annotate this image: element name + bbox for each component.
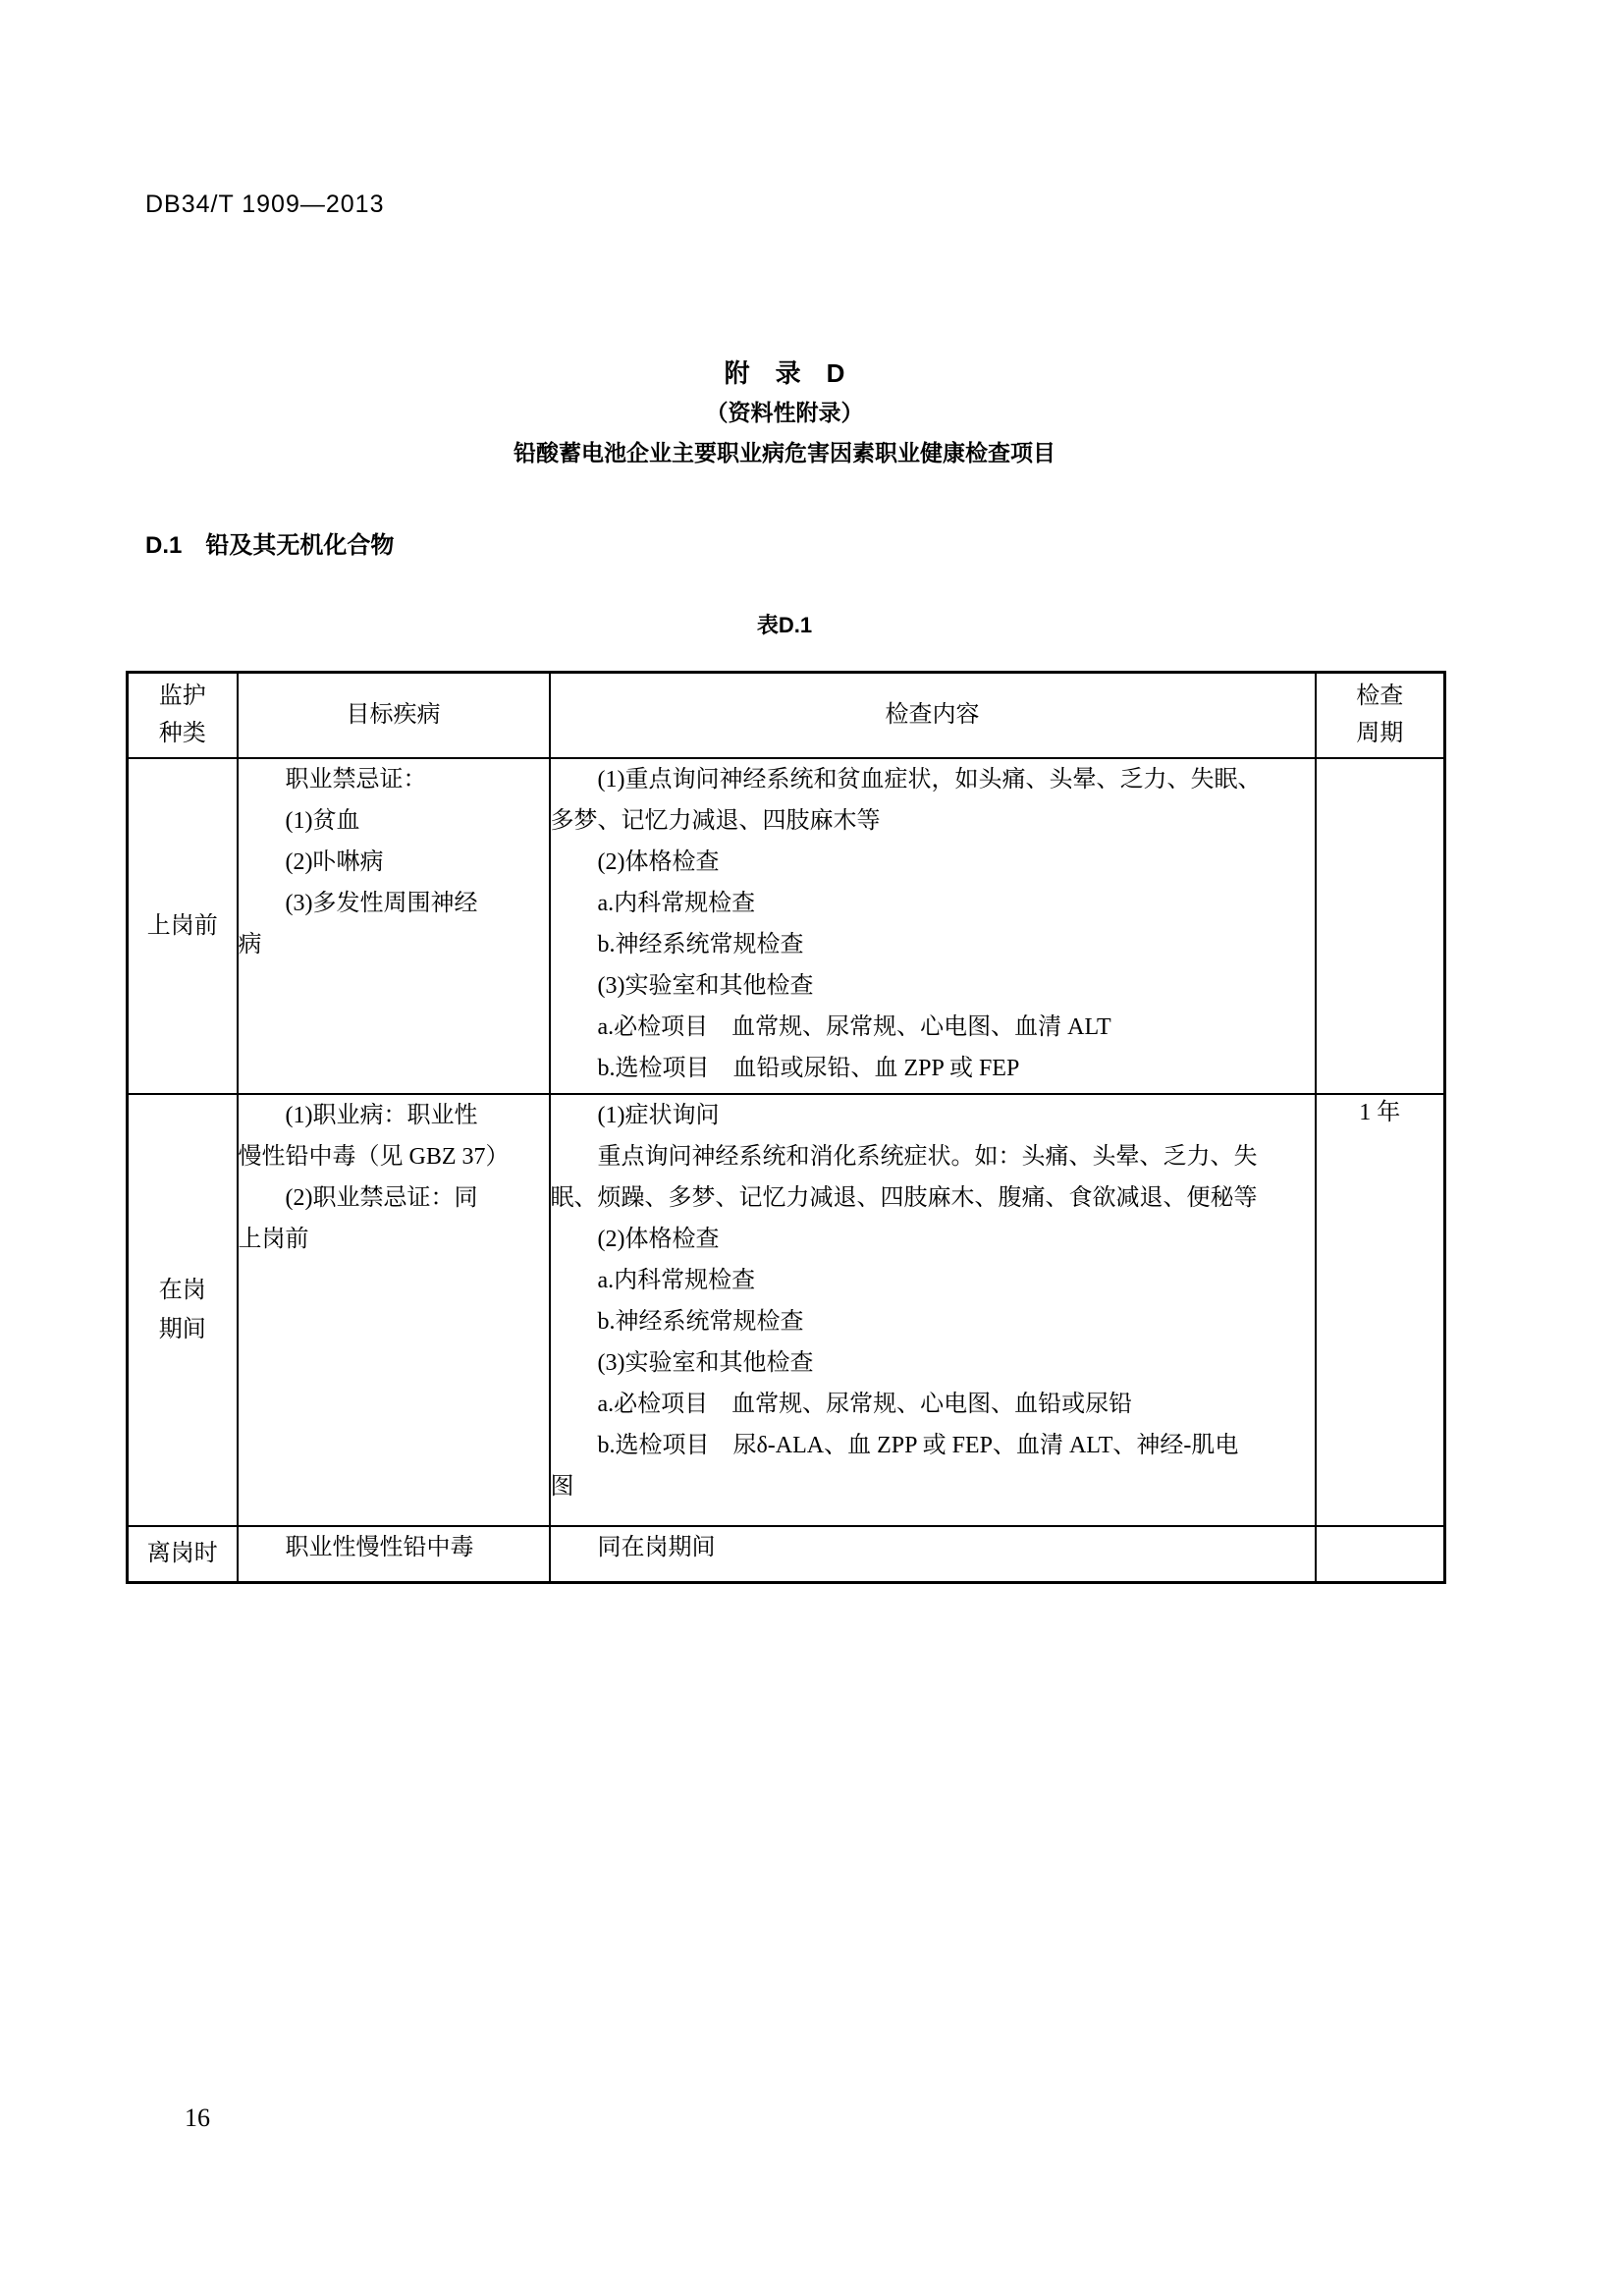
table-caption: 表D.1 [756, 613, 813, 637]
exam-table [126, 671, 1446, 1584]
cell-target-disease: (1)职业病：职业性 慢性铅中毒（见 GBZ 37） (2)职业禁忌证：同 上岗前 [238, 1094, 550, 1526]
col-header-exam-content: 检查内容 [550, 673, 1316, 758]
section-heading: D.1 铅及其无机化合物 [145, 532, 395, 559]
table-row-in-service [128, 1094, 1445, 1526]
appendix-subtitle: （资料性附录） [705, 400, 864, 425]
col-header-target-disease: 目标疾病 [238, 673, 550, 758]
cell-monitor-type: 上岗前 [128, 758, 238, 1094]
cell-target-disease: 职业性慢性铅中毒 [238, 1526, 550, 1583]
appendix-heading: 铅酸蓄电池企业主要职业病危害因素职业健康检查项目 [514, 440, 1055, 465]
cell-exam-period [1316, 1526, 1445, 1583]
page-number: 16 [185, 2104, 210, 2132]
appendix-title: 附 录 D [724, 358, 845, 388]
col-header-monitor-type: 监护 种类 [128, 673, 238, 758]
cell-exam-content: (1)重点询问神经系统和贫血症状，如头痛、头晕、乏力、失眠、 多梦、记忆力减退、四肢麻木等 (2)体格检查 a.内科常规检查 b.神经系统常规检查 (3)实验室和其他检查 a.必检项目 血常规、尿常规、心电图、血清 ALT b.选检项目 血铅或尿铅、血 ZPP 或 FEP [550, 758, 1316, 1094]
standard-number: DB34/T 1909—2013 [145, 191, 385, 218]
cell-exam-period [1316, 758, 1445, 1094]
cell-exam-content: 同在岗期间 [550, 1526, 1316, 1583]
cell-monitor-type: 在岗 期间 [128, 1094, 238, 1526]
cell-exam-period: 1 年 [1316, 1094, 1445, 1526]
cell-exam-content: (1)症状询问 重点询问神经系统和消化系统症状。如：头痛、头晕、乏力、失 眠、烦躁、多梦、记忆力减退、四肢麻木、腹痛、食欲减退、便秘等 (2)体格检查 a.内科常规检查 b.神经系统常规检查 (3)实验室和其他检查 a.必检项目 血常规、尿常规、心电图、血铅或尿铅 b.选检项目 尿δ-ALA、血 ZPP 或 FEP、血清 ALT、神经-肌电 图 [550, 1094, 1316, 1526]
table-row-pre-employment [128, 758, 1445, 1094]
table-row-leaving [128, 1526, 1445, 1583]
col-header-exam-period: 检查 周期 [1316, 673, 1445, 758]
cell-monitor-type: 离岗时 [128, 1526, 238, 1583]
cell-target-disease: 职业禁忌证： (1)贫血 (2)卟啉病 (3)多发性周围神经 病 [238, 758, 550, 1094]
table-header-row [128, 673, 1445, 758]
